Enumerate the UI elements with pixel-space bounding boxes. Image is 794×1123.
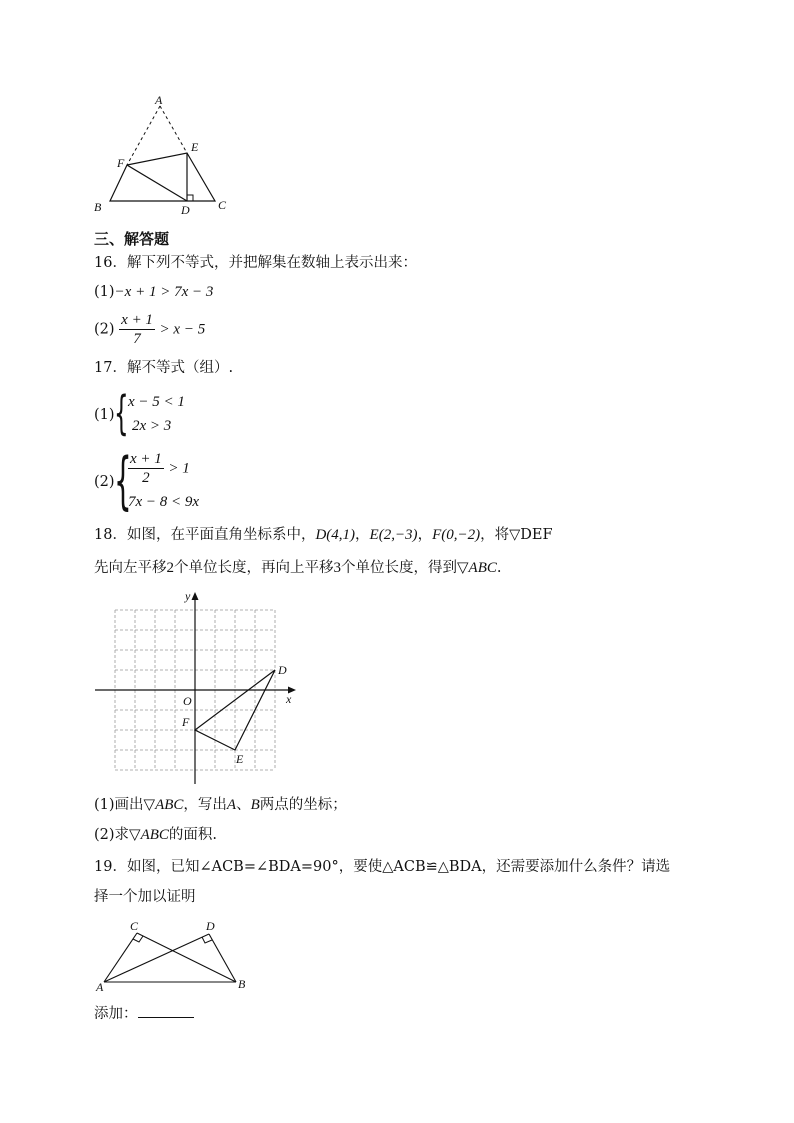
label-A: A [155, 93, 163, 107]
label-D: D [181, 203, 190, 217]
q16-stem: 16．解下列不等式，并把解集在数轴上表示出来： [94, 255, 417, 271]
label-B: B [94, 200, 102, 214]
fig19-label-C: C [130, 919, 139, 933]
q18-stem-line2: 先向左平移2个单位长度，再向上平移3个单位长度，得到▽ABC. [94, 560, 502, 576]
point-D-label: D [278, 663, 287, 677]
point-F-label: F [182, 715, 190, 729]
q19-line1: 19．如图，已知∠ACB=∠BDA=90°，要使△ACB≌△BDA，还需要添加什么条件？请选 [94, 859, 671, 875]
q17-stem: 17．解不等式（组）. [94, 360, 234, 376]
two-right-triangles-figure [92, 916, 262, 996]
q18-stem-line1: 18．如图，在平面直角坐标系中，D(4,1)，E(2,−3)，F(0,−2)，将▽DEF [94, 527, 553, 543]
label-F: F [117, 156, 125, 170]
q16-part1: (1)−x + 1 > 7x − 3 [94, 284, 214, 300]
label-E: E [191, 140, 199, 154]
coordinate-grid-figure [90, 588, 304, 788]
section-title: 三、解答题 [94, 230, 170, 248]
fig19-label-B: B [238, 977, 246, 991]
q18-sub2: (2)求▽ABC的面积. [94, 827, 218, 843]
add-label: 添加： [94, 1006, 138, 1022]
point-E-label: E [236, 752, 244, 766]
q16-part2: (2) $\frac{x + 1}{7}$ > x − 5 [94, 312, 206, 347]
triangle-figure-1 [90, 92, 240, 220]
label-C: C [218, 198, 227, 212]
answer-blank[interactable] [138, 1003, 194, 1018]
origin-label: O [183, 694, 192, 708]
q19-add-line [94, 1003, 194, 1024]
fig19-label-A: A [96, 980, 104, 994]
q18-sub1: (1)画出▽ABC，写出A、B两点的坐标； [94, 797, 347, 813]
q19-line2: 择一个加以证明 [94, 889, 196, 905]
axis-y-label: y [185, 589, 191, 603]
axis-x-label: x [286, 692, 292, 706]
fig19-label-D: D [206, 919, 215, 933]
